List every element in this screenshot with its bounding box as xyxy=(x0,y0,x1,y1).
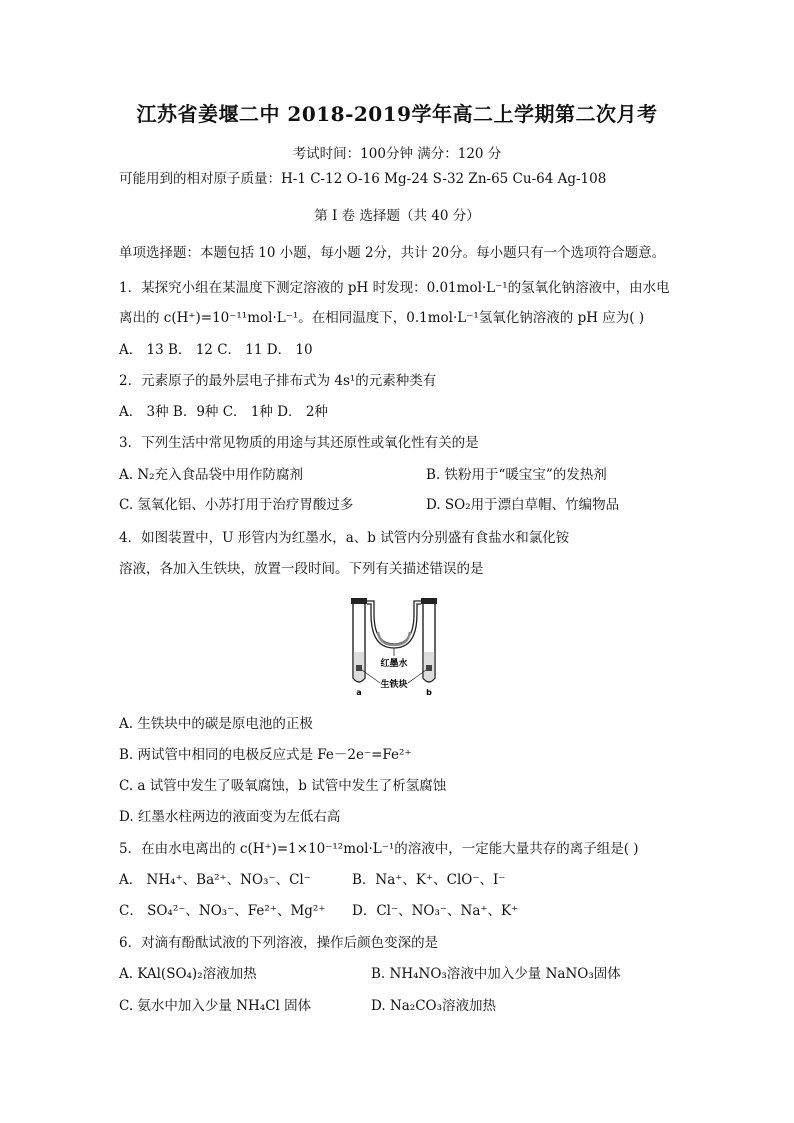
q5-option-c: C． SO₄²⁻、NO₃⁻、Fe²⁺、Mg²⁺ xyxy=(119,903,326,919)
q4-option-c: C. a 试管中发生了吸氧腐蚀，b 试管中发生了析氢腐蚀 xyxy=(119,778,447,794)
red-ink xyxy=(378,632,410,645)
q1-stem-line1: 1．某探究小组在某温度下测定溶液的 pH 时发现：0.01mol·L⁻¹的氢氧化钠溶液中，由水电 xyxy=(119,280,670,296)
label-red-ink: 红墨水 xyxy=(380,659,408,669)
q3-stem: 3．下列生活中常见物质的用途与其还原性或氧化性有关的是 xyxy=(119,435,479,451)
q5-option-b: B．Na⁺、K⁺、ClO⁻、I⁻ xyxy=(352,872,506,888)
q6-option-c: C. 氨水中加入少量 NH₄Cl 固体 xyxy=(119,998,312,1014)
stopper-right xyxy=(421,598,437,604)
label-iron: 生铁块 xyxy=(380,680,408,690)
q2-stem: 2．元素原子的最外层电子排布式为 4s¹的元素种类有 xyxy=(119,373,437,389)
q3-option-c: C. 氢氧化铝、小苏打用于治疗胃酸过多 xyxy=(119,497,354,513)
q5-stem: 5．在由水电离出的 c(H⁺)=1×10⁻¹²mol·L⁻¹的溶液中，一定能大量共存的离子组是( ) xyxy=(119,841,639,857)
q2-options: A． 3种 B．9种 C． 1种 D． 2种 xyxy=(119,404,328,420)
q6-stem: 6．对滴有酚酞试液的下列溶液，操作后颜色变深的是 xyxy=(119,935,439,951)
q3-option-b: B. 铁粉用于“暖宝宝”的发热剂 xyxy=(426,467,607,483)
q4-option-b: B. 两试管中相同的电极反应式是 Fe－2e⁻=Fe²⁺ xyxy=(119,747,412,763)
section-instruction: 单项选择题：本题包括 10 小题，每小题 2分，共计 20分。每小题只有一个选项符合题意。 xyxy=(119,245,666,261)
q1-options: A． 13 B． 12 C． 11 D． 10 xyxy=(119,342,313,358)
stopper-left xyxy=(351,598,367,604)
page-title: 江苏省姜堰二中 2018-2019学年高二上学期第二次月考 xyxy=(136,102,658,126)
q5-option-a: A． NH₄⁺、Ba²⁺、NO₃⁻、Cl⁻ xyxy=(119,872,311,888)
label-b: b xyxy=(426,688,432,697)
q5-option-d: D．Cl⁻、NO₃⁻、Na⁺、K⁺ xyxy=(352,903,519,919)
q6-option-d: D. Na₂CO₃溶液加热 xyxy=(371,998,497,1014)
q6-option-a: A. KAl(SO₄)₂溶液加热 xyxy=(119,966,257,982)
q4-option-a: A. 生铁块中的碳是原电池的正极 xyxy=(119,716,313,732)
exam-info: 考试时间：100分钟 满分：120 分 xyxy=(292,146,502,162)
label-a: a xyxy=(356,688,362,697)
q4-stem-line1: 4．如图装置中，U 形管内为红墨水，a、b 试管内分别盛有食盐水和氯化铵 xyxy=(119,530,570,546)
section-title: 第 I 卷 选择题（共 40 分） xyxy=(314,208,480,224)
q3-option-a: A. N₂充入食品袋中用作防腐剂 xyxy=(119,467,304,483)
iron-block-a xyxy=(356,665,362,671)
q1-stem-line2: 离出的 c(H⁺)=10⁻¹¹mol·L⁻¹。在相同温度下，0.1mol·L⁻¹氢氧化钠溶液的 pH 应为( ) xyxy=(119,310,645,326)
q6-option-b: B. NH₄NO₃溶液中加入少量 NaNO₃固体 xyxy=(371,966,621,982)
q3-option-d: D. SO₂用于漂白草帽、竹编物品 xyxy=(426,497,620,513)
atomic-masses: 可能用到的相对原子质量：H-1 C-12 O-16 Mg-24 S-32 Zn-65 Cu-64 Ag-108 xyxy=(119,171,607,187)
q4-option-d: D. 红墨水柱两边的液面变为左低右高 xyxy=(119,809,341,825)
iron-block-b xyxy=(426,665,432,671)
u-tube-figure xyxy=(340,594,458,698)
q4-stem-line2: 溶液，各加入生铁块，放置一段时间。下列有关描述错误的是 xyxy=(119,561,484,577)
